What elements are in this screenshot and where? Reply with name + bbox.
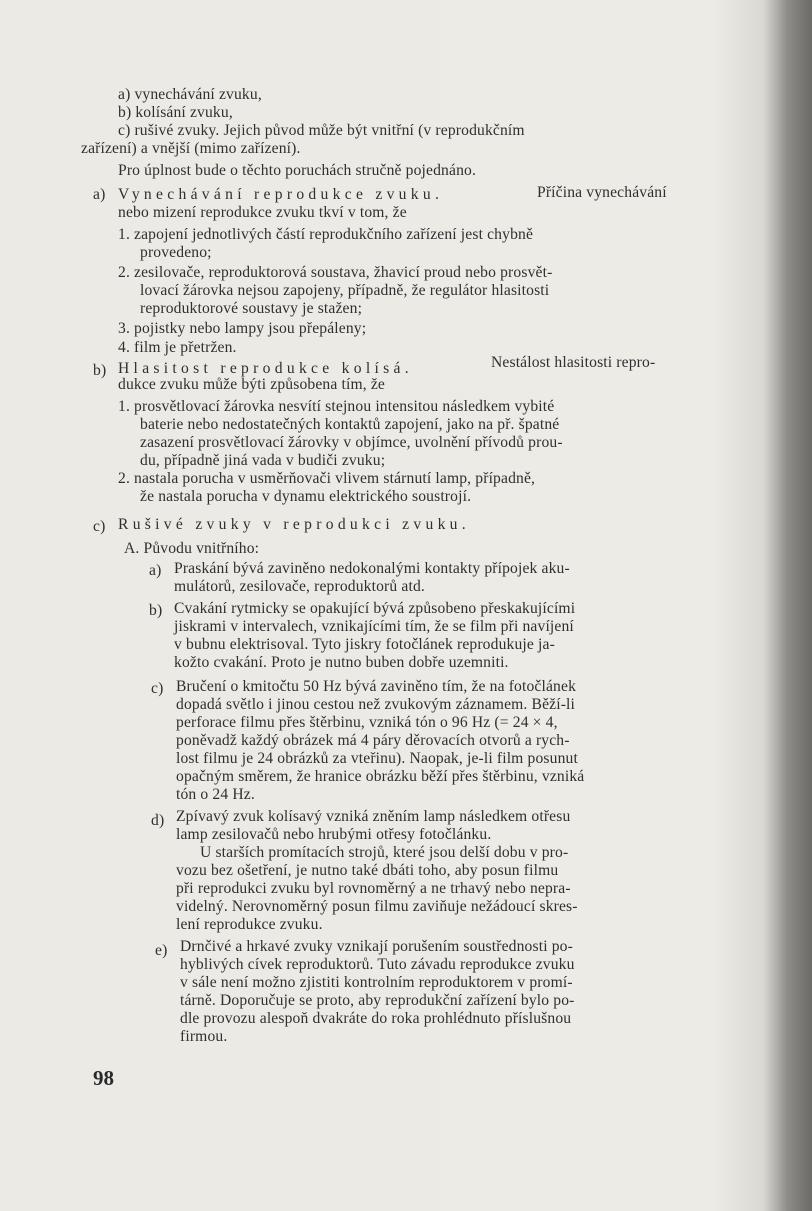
text-line: v bubnu elektrisoval. Tyto jiskry fotočlánek reprodukuje ja- <box>174 636 555 653</box>
text-line: tón o 24 Hz. <box>176 786 255 803</box>
text-line: Nestálost hlasitosti repro- <box>491 354 656 371</box>
text-line: firmou. <box>180 1028 228 1045</box>
text-line: lost filmu je 24 obrázků za vteřinu). Naopak, je-li film posunut <box>176 750 578 767</box>
item-label: d) <box>151 812 165 829</box>
text-line: nebo mizení reprodukce zvuku tkví v tom, že <box>118 204 407 221</box>
text-line: b) kolísání zvuku, <box>118 104 233 121</box>
text-line: provedeno; <box>140 244 212 261</box>
text-line: lení reprodukce zvuku. <box>176 916 323 933</box>
list-item: 1. prosvětlovací žárovka nesvítí stejnou intensitou následkem vybité <box>118 398 555 415</box>
text-line: Cvakání rytmicky se opakující bývá způsobeno přeskakujícími <box>174 600 576 617</box>
text-line: tárně. Doporučuje se proto, aby reprodukční zařízení bylo po- <box>180 992 575 1009</box>
text-line: Příčina vynechávání <box>537 184 667 201</box>
text-line: že nastala porucha v dynamu elektrického soustrojí. <box>140 488 472 505</box>
text-line: lamp zesilovačů nebo hrubými otřesy fotočlánku. <box>176 826 492 843</box>
text-line: du, případně jiná vada v budiči zvuku; <box>140 452 386 469</box>
text-line: vozu bez ošetření, je nutno také dbáti toho, aby posun filmu <box>176 862 559 879</box>
text-line: dle provozu alespoň dvakráte do roka prohlédnuto příslušnou <box>180 1010 572 1027</box>
list-item: 4. film je přetržen. <box>118 339 237 356</box>
text-line: Zpívavý zvuk kolísavý vzniká zněním lamp následkem otřesu <box>176 808 571 825</box>
item-label: a) <box>149 562 162 579</box>
item-label: b) <box>149 602 163 619</box>
text-line: lovací žárovka nejsou zapojeny, případně, že regulátor hlasitosti <box>140 282 550 299</box>
item-label: e) <box>155 942 168 959</box>
text-line: Drnčivé a hrkavé zvuky vznikají porušením soustřednosti po- <box>180 938 573 955</box>
section-label: a) <box>93 186 106 203</box>
text-line: videlný. Nerovnoměrný posun filmu zaviňuje nežádoucí skres- <box>176 898 578 915</box>
text-line: reproduktorové soustavy je stažen; <box>140 300 363 317</box>
text-line: kožto cvakání. Proto je nutno buben dobře uzemniti. <box>174 654 509 671</box>
list-item: 1. zapojení jednotlivých částí reprodukčního zařízení jest chybně <box>118 226 534 243</box>
subsection-heading: A. Původu vnitřního: <box>124 540 260 557</box>
text-line: zařízení) a vnější (mimo zařízení). <box>81 140 301 157</box>
text-line: c) rušivé zvuky. Jejich původ může být vnitřní (v reprodukčním <box>118 122 525 139</box>
text-line: baterie nebo nedostatečných kontaktů zapojení, jako na př. špatné <box>140 416 560 433</box>
text-line: zasazení prosvětlovací žárovky v objímce, uvolnění přívodů prou- <box>140 434 563 451</box>
item-label: c) <box>151 680 164 697</box>
section-heading: Rušivé zvuky v reprodukci zvuku. <box>118 516 470 533</box>
text-line: jiskrami v intervalech, vznikajícími tím, že se film při navíjení <box>174 618 574 635</box>
text-line: Bručení o kmitočtu 50 Hz bývá zaviněno tím, že na fotočlánek <box>176 678 577 695</box>
section-label: c) <box>93 518 106 535</box>
list-item: 3. pojistky nebo lampy jsou přepáleny; <box>118 320 367 337</box>
text-line: a) vynechávání zvuku, <box>118 86 262 103</box>
text-line: opačným směrem, že hranice obrázku běží přes štěrbinu, vzniká <box>176 768 585 785</box>
text-line: perforace filmu přes štěrbinu, vzniká tón o 96 Hz (= 24 × 4, <box>176 714 558 731</box>
text-line: poněvadž každý obrázek má 4 páry děrovacích otvorů a rych- <box>176 732 570 749</box>
text-line: U starších promítacích strojů, které jsou delší dobu v pro- <box>200 844 569 861</box>
text-line: mulátorů, zesilovače, reproduktorů atd. <box>174 578 425 595</box>
text-line: Praskání bývá zaviněno nedokonalými kontakty přípojek aku- <box>174 560 570 577</box>
text-line: Pro úplnost bude o těchto poruchách stručně pojednáno. <box>118 162 477 179</box>
section-heading: Vynechávání reprodukce zvuku. <box>118 186 444 203</box>
section-heading: Hlasitost reprodukce kolísá. <box>118 360 413 377</box>
text-line: dopadá světlo i jinou cestou než zvukovým záznamem. Běží-li <box>176 696 576 713</box>
list-item: 2. nastala porucha v usměrňovači vlivem stárnutí lamp, případně, <box>118 470 536 487</box>
text-line: při reprodukci zvuku byl rovnoměrný a ne trhavý nebo nepra- <box>176 880 571 897</box>
text-line: v sále není možno zjistiti kontrolním reproduktorem v promí- <box>180 974 573 991</box>
text-line: hyblivých cívek reproduktorů. Tuto závadu reprodukce zvuku <box>180 956 575 973</box>
page-number: 98 <box>93 1066 114 1090</box>
text-line: dukce zvuku může býti způsobena tím, že <box>118 376 385 393</box>
list-item: 2. zesilovače, reproduktorová soustava, žhavicí proud nebo prosvět- <box>118 264 553 281</box>
section-label: b) <box>93 362 107 379</box>
